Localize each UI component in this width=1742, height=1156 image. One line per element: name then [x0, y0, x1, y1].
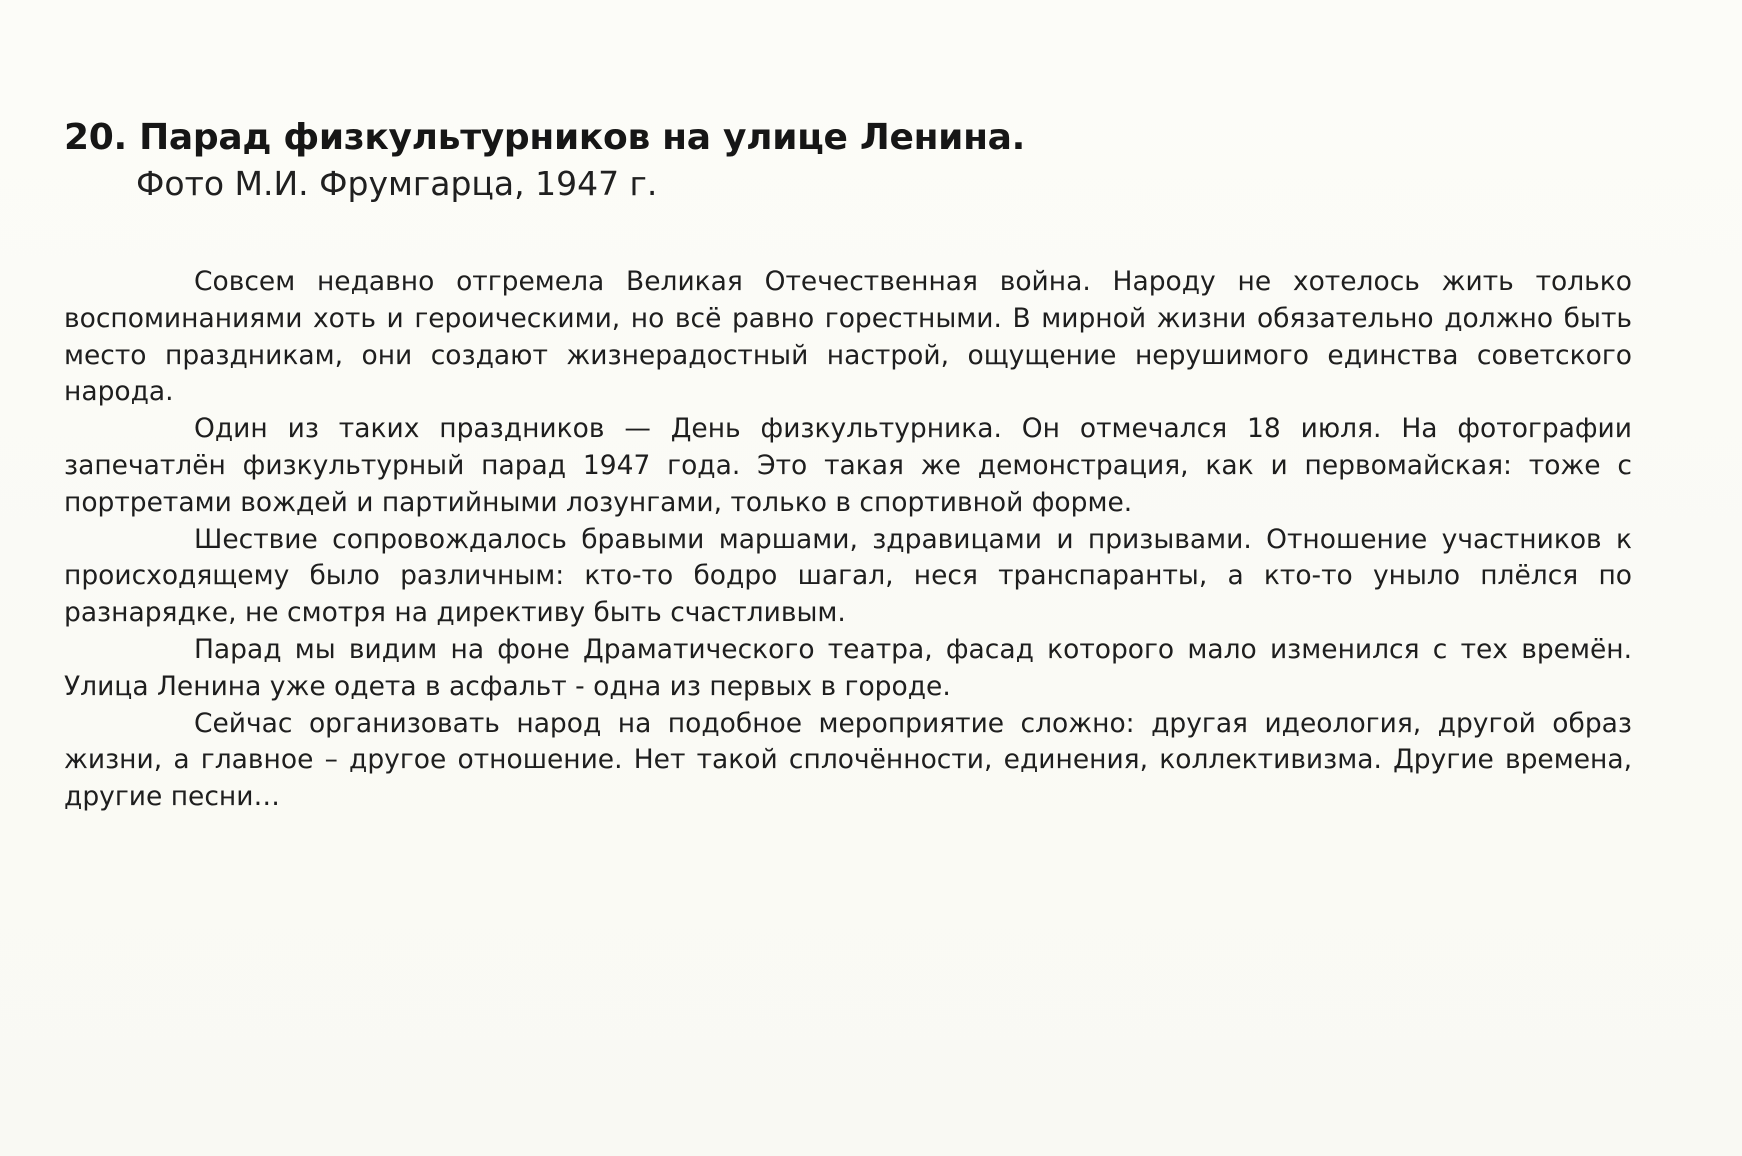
- photo-caption: Фото М.И. Фрумгарца, 1947 г.: [136, 164, 658, 203]
- paragraph-5: Сейчас организовать народ на подобное мероприятие сложно: другая идеология, другой образ жизни, а главное – другое отношение. Нет такой сплочённости, единения, коллективизма. Другие времена, другие песни…: [64, 707, 1632, 813]
- heading-block: [64, 114, 1564, 206]
- document-body: [64, 264, 1632, 816]
- paragraph-3: Шествие сопровождалось бравыми маршами, здравицами и призывами. Отношение участников к происходящему было различным: кто-то бодро шагал, неся транспаранты, а кто-то уныло плёлся по разнарядке, не смотря на директиву быть счастливым.: [64, 523, 1632, 629]
- paragraph-1: Совсем недавно отгремела Великая Отечественная война. Народу не хотелось жить только воспоминаниями хоть и героическими, но всё равно горестными. В мирной жизни обязательно должно быть место праздникам, они создают жизнерадостный настрой, ощущение нерушимого единства советского народа.: [64, 266, 1632, 408]
- paragraph-2: Один из таких праздников — День физкультурника. Он отмечался 18 июля. На фотографии запечатлён физкультурный парад 1947 года. Это такая же демонстрация, как и первомайская: тоже с портретами вождей и партийными лозунгами, только в спортивной форме.: [64, 413, 1632, 518]
- document-title: 20. Парад физкультурников на улице Ленина.: [64, 117, 1026, 158]
- paragraph-4: Парад мы видим на фоне Драматического театра, фасад которого мало изменился с тех времён. Улица Ленина уже одета в асфальт - одна из первых в городе.: [64, 633, 1632, 702]
